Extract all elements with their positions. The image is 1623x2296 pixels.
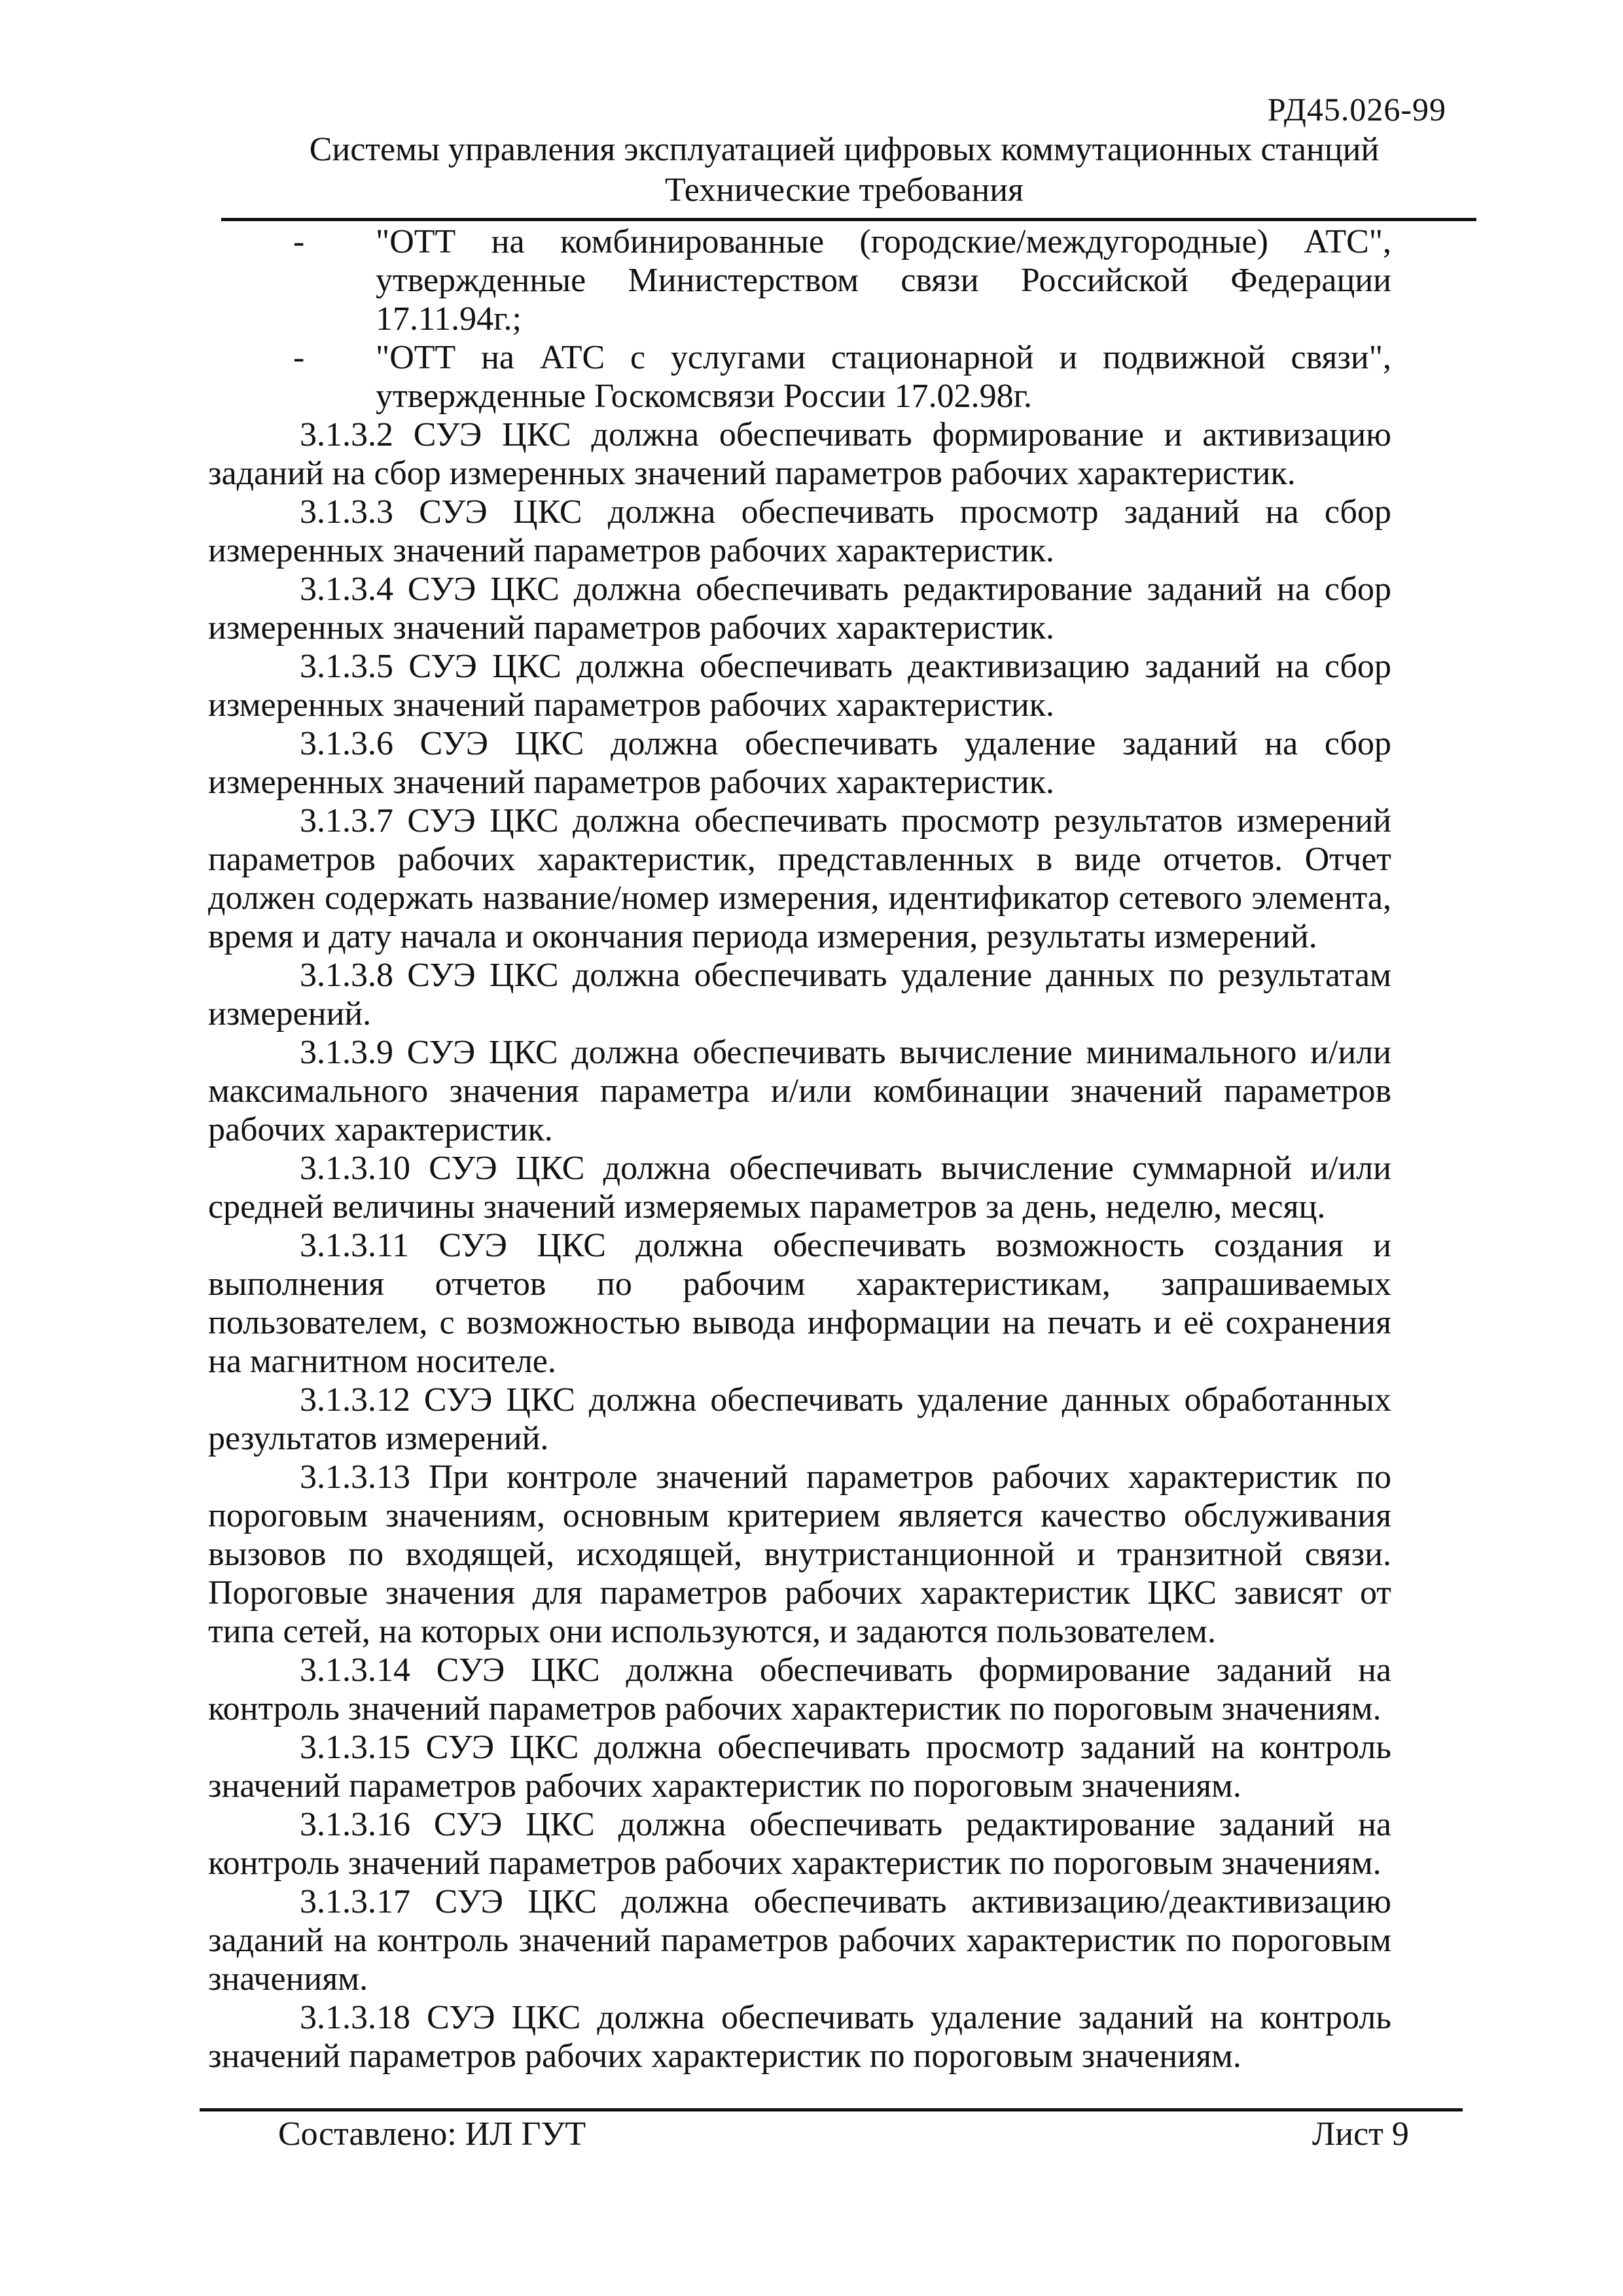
document-header — [216, 130, 1472, 211]
clause-3-1-3-2: 3.1.3.2 СУЭ ЦКС должна обеспечивать формирование и активизацию заданий на сбор измеренных значений параметров рабочих характеристик. — [208, 416, 1391, 492]
clause-3-1-3-18: 3.1.3.18 СУЭ ЦКС должна обеспечивать удаление заданий на контроль значений параметров рабочих характеристик по пороговым значениям. — [208, 1999, 1391, 2075]
list-marker: - — [293, 339, 305, 376]
clause-3-1-3-4: 3.1.3.4 СУЭ ЦКС должна обеспечивать редактирование заданий на сбор измеренных значений параметров рабочих характеристик. — [208, 571, 1391, 646]
clause-3-1-3-7: 3.1.3.7 СУЭ ЦКС должна обеспечивать просмотр результатов измерений параметров рабочих характеристик, представленных в виде отчетов. Отчет должен содержать название/номер измерения, идентификатор сетевого элемента, время и дату начала и окончания периода измерения, результаты измерений. — [208, 802, 1391, 955]
list-item — [208, 338, 1391, 415]
document-body — [208, 222, 1391, 2075]
clause-3-1-3-11: 3.1.3.11 СУЭ ЦКС должна обеспечивать возможность создания и выполнения отчетов по рабочим характеристикам, запрашиваемых пользователем, с возможностью вывода информации на печать и её сохранения на магнитном носителе. — [208, 1227, 1391, 1380]
clause-3-1-3-6: 3.1.3.6 СУЭ ЦКС должна обеспечивать удаление заданий на сбор измеренных значений параметров рабочих характеристик. — [208, 725, 1391, 801]
header-title-line2: Технические требования — [664, 171, 1024, 209]
clause-3-1-3-10: 3.1.3.10 СУЭ ЦКС должна обеспечивать вычисление суммарной и/или средней величины значений измеряемых параметров за день, неделю, месяц. — [208, 1150, 1391, 1226]
document-code: РД45.026-99 — [1267, 91, 1446, 128]
clause-3-1-3-8: 3.1.3.8 СУЭ ЦКС должна обеспечивать удаление данных по результатам измерений. — [208, 957, 1391, 1033]
list-marker: - — [293, 223, 305, 260]
footer-divider — [200, 2108, 1463, 2111]
footer-sheet-number: Лист 9 — [1312, 2115, 1409, 2153]
header-divider — [221, 218, 1476, 221]
clause-3-1-3-13: 3.1.3.13 При контроле значений параметров рабочих характеристик по пороговым значениям, основным критерием является качество обслуживания вызовов по входящей, исходящей, внутристанционной и транзитной связи. Пороговые значения для параметров рабочих характеристик ЦКС зависят от типа сетей, на которых они используются, и задаются пользователем. — [208, 1458, 1391, 1650]
clause-3-1-3-3: 3.1.3.3 СУЭ ЦКС должна обеспечивать просмотр заданий на сбор измеренных значений параметров рабочих характеристик. — [208, 493, 1391, 569]
clause-3-1-3-5: 3.1.3.5 СУЭ ЦКС должна обеспечивать деактивизацию заданий на сбор измеренных значений параметров рабочих характеристик. — [208, 648, 1391, 724]
clause-3-1-3-17: 3.1.3.17 СУЭ ЦКС должна обеспечивать активизацию/деактивизацию заданий на контроль значений параметров рабочих характеристик по пороговым значениям. — [208, 1883, 1391, 1998]
clause-3-1-3-16: 3.1.3.16 СУЭ ЦКС должна обеспечивать редактирование заданий на контроль значений параметров рабочих характеристик по пороговым значениям. — [208, 1806, 1391, 1882]
clause-3-1-3-12: 3.1.3.12 СУЭ ЦКС должна обеспечивать удаление данных обработанных результатов измерений. — [208, 1381, 1391, 1457]
footer-compiled-by: Составлено: ИЛ ГУТ — [278, 2115, 586, 2153]
clause-3-1-3-9: 3.1.3.9 СУЭ ЦКС должна обеспечивать вычисление минимального и/или максимального значения параметра и/или комбинации значений параметров рабочих характеристик. — [208, 1034, 1391, 1148]
header-title-line1: Системы управления эксплуатацией цифровых коммутационных станций — [309, 131, 1380, 168]
list-item-text: "ОТТ на комбинированные (городские/междугородные) АТС", утвержденные Министерством связи Российской Федерации 17.11.94г.; — [376, 223, 1391, 338]
clause-3-1-3-14: 3.1.3.14 СУЭ ЦКС должна обеспечивать формирование заданий на контроль значений параметров рабочих характеристик по пороговым значениям. — [208, 1651, 1391, 1727]
list-item-text: "ОТТ на АТС с услугами стационарной и подвижной связи", утвержденные Госкомсвязи России 17.02.98г. — [376, 339, 1391, 415]
clause-3-1-3-15: 3.1.3.15 СУЭ ЦКС должна обеспечивать просмотр заданий на контроль значений параметров рабочих характеристик по пороговым значениям. — [208, 1729, 1391, 1805]
list-item — [208, 222, 1391, 338]
